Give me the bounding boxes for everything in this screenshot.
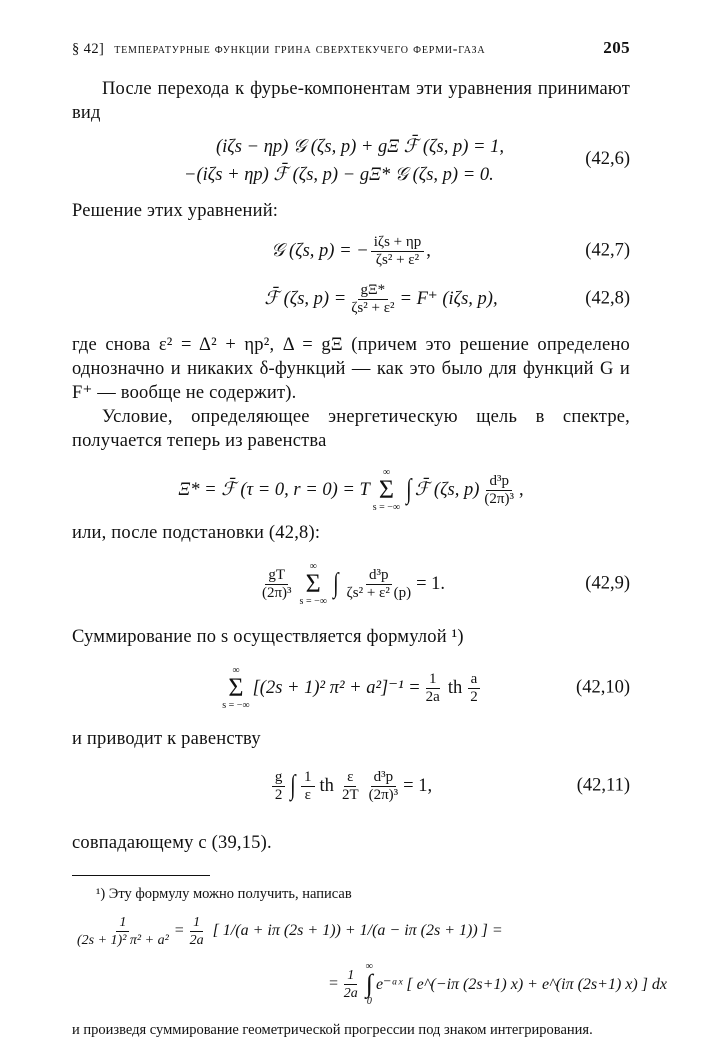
equation-42-7-number: (42,7) (585, 240, 630, 261)
paragraph-1: После перехода к фурье-компонентам эти уравнения принимают вид (72, 79, 630, 123)
equation-42-9-prefactor-numerator: gT (265, 567, 288, 585)
equation-42-10-sum (222, 665, 249, 711)
equation-42-11-frac4-numerator: d³p (371, 769, 397, 787)
equation-42-11-number: (42,11) (576, 775, 630, 796)
equation-42-9-fraction (344, 567, 415, 602)
footnote-frac-2 (187, 914, 207, 949)
footnote-integral-upper: ∞ (365, 961, 373, 972)
footnote-equation-line-1 (72, 910, 630, 952)
equation-42-10-sum-lower: s = −∞ (222, 700, 250, 711)
equation-42-11-frac3-numerator: ε (344, 769, 356, 787)
gap-equation-comma: , (518, 479, 524, 500)
gap-sum-lower: s = −∞ (372, 502, 401, 513)
equation-42-10 (72, 653, 630, 723)
footnote-frac-3-numerator: 1 (344, 967, 357, 985)
equation-42-10-denominator: 2a (425, 688, 440, 705)
equation-42-10-sum-upper: ∞ (232, 665, 240, 676)
equation-42-11-th: th (319, 775, 334, 796)
equation-42-9-sum-upper: ∞ (309, 561, 317, 572)
equation-42-11-th-argument (339, 769, 362, 804)
page-number: 205 (603, 38, 630, 57)
equation-42-10-number: (42,10) (576, 677, 630, 698)
equation-42-9-numerator: d³p (366, 567, 392, 585)
equation-42-10-th: th (447, 677, 463, 698)
equation-42-11-measure (366, 769, 402, 804)
equation-42-10-body: [(2s + 1)² π² + a²]⁻¹ = (252, 678, 421, 698)
equation-42-10-numerator: 1 (426, 671, 440, 689)
equation-42-10-argument-denominator: 2 (470, 688, 478, 705)
equation-42-7-numerator: iζs + ηp (371, 234, 425, 252)
equation-42-10-fraction (423, 671, 443, 706)
equation-42-9-sum-lower: s = −∞ (299, 596, 327, 607)
paragraph-6: Суммирование по s осуществляется формулой ¹) (72, 627, 464, 647)
footnote-intro: ¹) Эту формулу можно получить, написав (96, 886, 352, 902)
equation-gap-condition (72, 459, 630, 521)
running-title: температурные функции грина сверхтекучего ферми-газа (114, 42, 486, 57)
paragraph-7: и приводит к равенству (72, 729, 261, 749)
footnote-frac-1 (74, 914, 172, 949)
equation-42-10-argument (467, 671, 481, 706)
footnote-integral-lower: 0 (366, 996, 372, 1007)
equation-42-9 (72, 551, 630, 617)
footnote-frac-3-denominator: 2a (343, 985, 358, 1001)
equation-42-6-number: (42,6) (585, 149, 630, 169)
equation-42-11-frac2-denominator: ε (304, 786, 311, 803)
footnote-frac-3 (341, 967, 361, 1002)
equation-42-7-denominator: ζs² + ε² (375, 251, 420, 268)
equation-42-6-line-1: (iζs − ηp) 𝒢 (ζs, p) + gΞ ℱ̄ (ζs, p) = 1, (216, 137, 504, 157)
equation-42-6-line-2: −(iζs + ηp) ℱ̄ (ζs, p) − gΞ* 𝒢 (ζs, p) = 0. (184, 165, 494, 185)
equation-42-11-frac1-numerator: g (272, 769, 286, 787)
footnote-frac-2-numerator: 1 (190, 914, 203, 932)
equation-42-9-sum (300, 561, 327, 607)
equation-42-8-rhs: = F⁺ (iζs, p), (399, 289, 498, 309)
footnote-line-2-equals: = (328, 975, 339, 992)
equation-42-8 (72, 275, 630, 323)
equation-42-10-sum-symbol: Σ (228, 673, 244, 702)
footnote-line-1-bracket: [ 1/(a + iπ (2s + 1)) + 1/(a − iπ (2s + 1)) ] = (212, 922, 503, 939)
equation-42-7-fraction (371, 234, 425, 269)
equation-42-9-integral-sign: ∫ (333, 568, 339, 599)
equation-42-6 (72, 133, 630, 189)
equation-42-8-numerator: gΞ* (358, 282, 389, 300)
equation-42-9-prefactor (259, 567, 295, 602)
equation-42-9-denominator: ζs² + ε² (p) (346, 584, 412, 601)
gap-measure-denominator: (2π)³ (484, 490, 514, 507)
equation-42-11-frac2-numerator: 1 (301, 769, 315, 787)
footnote-divider (72, 875, 210, 876)
footnote-integral-sign: ∫ (365, 969, 373, 998)
equation-42-7 (72, 227, 630, 275)
equation-42-8-denominator: ζs² + ε² (351, 299, 395, 316)
equation-42-9-number: (42,9) (585, 573, 630, 594)
footnote-frac-1-numerator: 1 (116, 914, 129, 932)
paragraph-3: где снова ε² = Δ² + ηp², Δ = gΞ (причем это решение определено однозначно и никаких δ-функций — как это было для функций G и F⁺ — вообще не содержит). (72, 335, 630, 403)
equation-42-8-fraction (348, 282, 397, 317)
footnote-frac-2-denominator: 2a (189, 932, 204, 948)
gap-integral-sign: ∫ (406, 474, 412, 505)
footnote-equation-line-2 (72, 952, 668, 1016)
section-marker: § 42] (72, 41, 105, 57)
equation-42-7-lhs: 𝒢 (ζs, p) = − (271, 241, 369, 261)
gap-equation-measure (481, 473, 517, 508)
paragraph-2: Решение этих уравнений: (72, 201, 279, 221)
gap-equation-sum (373, 467, 400, 513)
equation-42-9-sum-symbol: Σ (305, 569, 321, 598)
equation-42-11-one-over-epsilon (301, 769, 315, 804)
footnote-outro: и произведя суммирование геометрической прогрессии под знаком интегрирования. (72, 1022, 593, 1038)
running-head (72, 38, 630, 58)
footnote-line-2-body: e⁻ᵃˣ [ e^(−iπ (2s+1) x) + e^(iπ (2s+1) x) ] dx (375, 976, 668, 993)
paragraph-8: совпадающему с (39,15). (72, 833, 272, 853)
equation-42-11-integral-sign: ∫ (290, 770, 296, 801)
equation-42-11-frac1-denominator: 2 (274, 786, 283, 803)
equation-42-11-frac3-denominator: 2T (341, 786, 359, 803)
gap-measure-numerator: d³p (486, 473, 512, 491)
gap-equation-integrand: ℱ̄ (ζs, p) (414, 480, 480, 500)
equation-42-10-argument-numerator: a (468, 671, 481, 689)
footnote-line-1-equals: = (173, 922, 185, 939)
gap-sum-symbol: Σ (378, 475, 394, 504)
equation-42-8-number: (42,8) (585, 288, 630, 309)
gap-equation-lhs: Ξ* = ℱ̄ (τ = 0, r = 0) = T (178, 480, 370, 500)
footnote-frac-1-denominator: (2s + 1)² π² + a² (77, 932, 169, 948)
equation-42-11-frac4-denominator: (2π)³ (368, 786, 399, 803)
equation-42-11-g-over-2 (272, 769, 286, 804)
gap-sum-upper: ∞ (382, 467, 390, 478)
equation-42-9-rhs: = 1. (416, 573, 446, 594)
paragraph-5: или, после подстановки (42,8): (72, 523, 321, 543)
footnote-integral (366, 961, 373, 1007)
equation-42-11-rhs: = 1, (403, 775, 433, 796)
equation-42-8-lhs: ℱ̄ (ζs, p) = (264, 289, 347, 309)
paragraph-4: Условие, определяющее энергетическую щель в спектре, получается теперь из равенства (72, 407, 630, 451)
equation-42-11 (72, 755, 630, 817)
equation-42-7-comma: , (426, 240, 431, 261)
equation-42-9-prefactor-denominator: (2π)³ (261, 584, 292, 601)
